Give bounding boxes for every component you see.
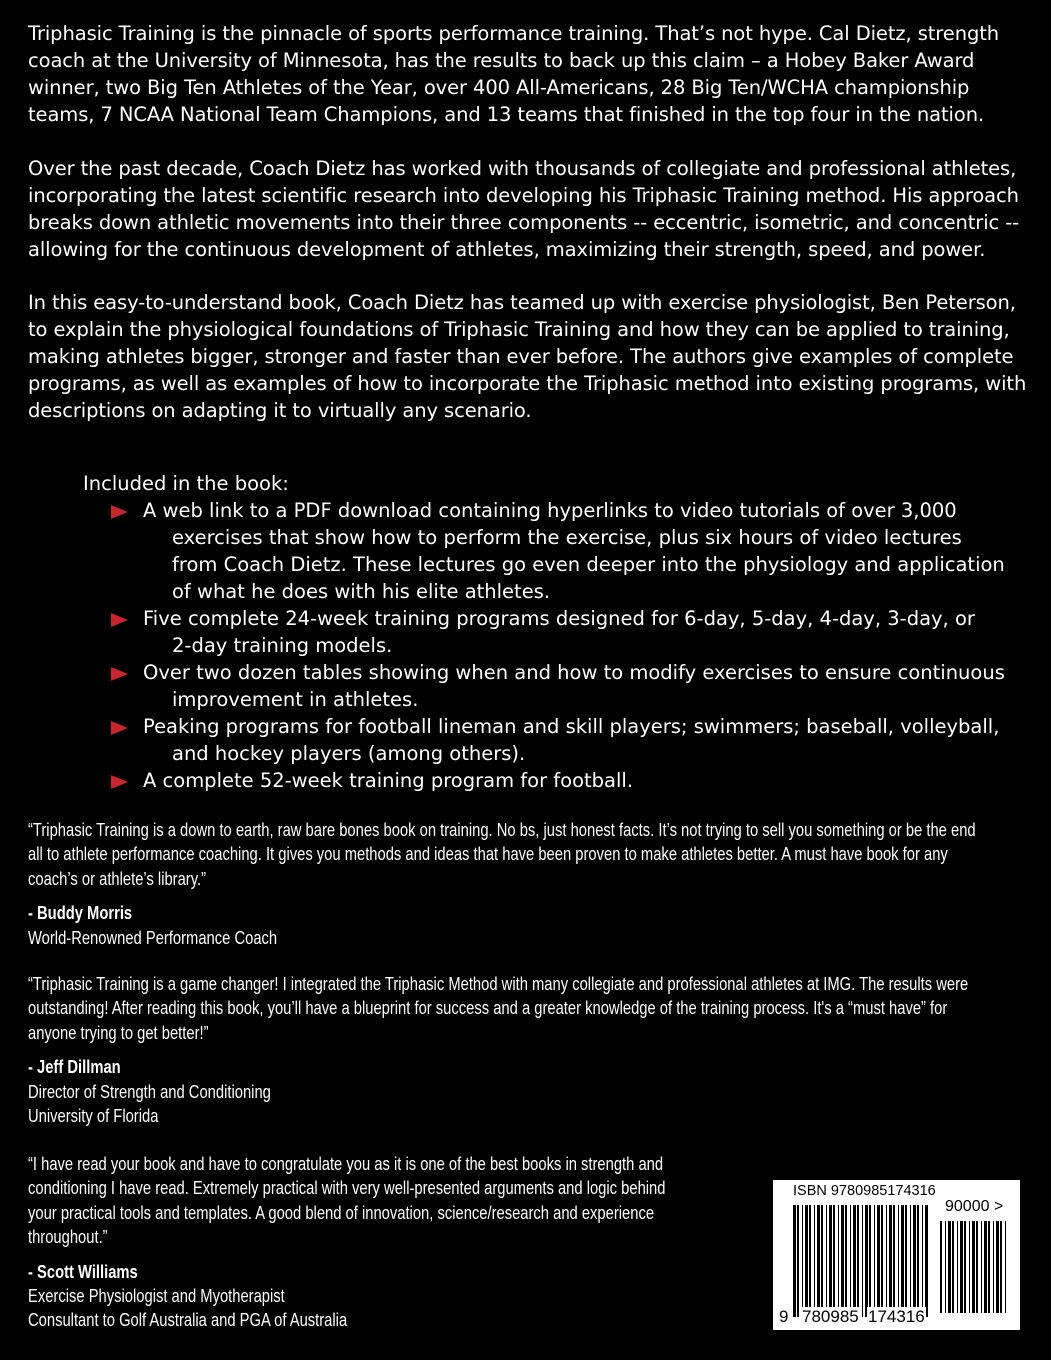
text-line: making athletes bigger, stronger and faster than ever before. The authors give examples of complete <box>28 345 1014 368</box>
barcode-bar <box>889 1205 892 1317</box>
text-line: 2-day training models. <box>172 634 393 657</box>
quote-line: conditioning I have read. Extremely practical with very well-presented arguments and logic behind <box>28 1178 666 1199</box>
barcode-bar <box>821 1205 823 1317</box>
quote-line: “I have read your book and have to congratulate you as it is one of the best books in strength and <box>28 1154 664 1174</box>
text-line: of what he does with his elite athletes. <box>172 580 551 603</box>
list-item <box>83 605 1005 659</box>
quote-line: outstanding! After reading this book, you’ll have a blueprint for success and a greater knowledge of the training process. It's a “must have” for <box>28 998 948 1019</box>
barcode-bar <box>845 1205 847 1317</box>
barcode-bar <box>802 1205 803 1317</box>
author-title: Director of Strength and Conditioning <box>28 1081 271 1102</box>
barcode-bar <box>833 1205 835 1317</box>
barcode-bar <box>945 1221 946 1313</box>
isbn-label: ISBN 9780985174316 <box>793 1183 936 1199</box>
barcode-bar <box>809 1205 811 1317</box>
text-line: A complete 52-week training program for football. <box>143 769 634 792</box>
text-line: coach at the University of Minnesota, has the results to back up this claim – a Hobey Baker Award <box>28 49 975 72</box>
barcode-bar <box>905 1205 907 1317</box>
barcode-bar <box>841 1205 844 1317</box>
barcode-bar <box>1005 1221 1006 1313</box>
text-line: In this easy-to-understand book, Coach Dietz has teamed up with exercise physiologist, Ben Peterson, <box>28 291 1016 314</box>
description-paragraph <box>28 155 1019 263</box>
author-title: Exercise Physiologist and Myotherapist <box>28 1286 285 1307</box>
barcode-bar <box>917 1205 919 1317</box>
barcode-bar <box>862 1205 863 1317</box>
barcode-bar <box>814 1205 815 1317</box>
barcode-bar <box>857 1205 859 1317</box>
text-line: improvement in athletes. <box>172 688 419 711</box>
barcode-bar <box>853 1205 856 1317</box>
barcode-digits-left: 780985 <box>802 1307 859 1326</box>
barcode-bar <box>925 1205 928 1317</box>
barcode-bar <box>829 1205 832 1317</box>
list-item <box>83 497 1005 605</box>
isbn-barcode <box>773 1180 1020 1330</box>
barcode-bar <box>865 1205 868 1317</box>
barcode-bar <box>993 1221 994 1313</box>
list-item <box>83 767 1005 794</box>
barcode-bar <box>793 1205 796 1317</box>
included-heading: Included in the book: <box>83 472 289 495</box>
barcode-bar <box>913 1205 916 1317</box>
text-line: Peaking programs for football lineman and skill players; swimmers; baseball, volleyball, <box>143 715 1000 738</box>
text-line: teams, 7 NCAA National Team Champions, and 13 teams that finished in the top four in the nation. <box>28 103 985 126</box>
list-item <box>83 713 1005 767</box>
quote-line: throughout.” <box>28 1227 108 1248</box>
testimonial-author: - Jeff Dillman <box>28 1057 121 1078</box>
quote-line: all to athlete performance coaching. It gives you methods and ideas that have been proven to make athletes better. A must have book for any <box>28 844 948 865</box>
quote-line: “Triphasic Training is a game changer! I integrated the Triphasic Method with many collegiate and professional athletes at IMG. The results were <box>28 974 969 994</box>
text-line: Five complete 24-week training programs designed for 6-day, 5-day, 4-day, 3-day, or <box>143 607 975 630</box>
list-item <box>83 659 1005 713</box>
barcode-bar <box>901 1205 904 1317</box>
author-title: University of Florida <box>28 1106 159 1127</box>
barcode-bar <box>850 1205 851 1317</box>
author-title: Consultant to Golf Australia and PGA of Australia <box>28 1310 348 1331</box>
quote-line: coach’s or athlete’s library.” <box>28 868 207 889</box>
bullet-arrow-icon <box>111 505 128 519</box>
text-line: to explain the physiological foundations of Triphasic Training and how they can be applied to training, <box>28 318 1010 341</box>
barcode-bar <box>960 1221 963 1313</box>
barcode-bar <box>981 1221 982 1313</box>
barcode-bar <box>969 1221 970 1313</box>
barcode-bar <box>984 1221 987 1313</box>
testimonial-author: - Scott Williams <box>28 1261 138 1282</box>
barcode-bar <box>881 1205 883 1317</box>
description-paragraph <box>28 20 999 128</box>
bullet-arrow-icon <box>111 775 128 789</box>
description-paragraph <box>28 289 1026 424</box>
quote-line: your practical tools and templates. A good blend of innovation, science/research and experience <box>28 1202 655 1223</box>
barcode-bar <box>877 1205 880 1317</box>
barcode-bar <box>869 1205 871 1317</box>
text-line: breaks down athletic movements into their three components -- eccentric, isometric, and concentric -- <box>28 211 1020 234</box>
barcode-bar <box>957 1221 958 1313</box>
text-line: Over two dozen tables showing when and how to modify exercises to ensure continuous <box>143 661 1005 684</box>
text-line: winner, two Big Ten Athletes of the Year, over 400 All-Americans, 28 Big Ten/WCHA championship <box>28 76 970 99</box>
barcode-bar <box>922 1205 923 1317</box>
text-line: allowing for the continuous development of athletes, maximizing their strength, speed, and power. <box>28 238 986 261</box>
barcode-bar <box>893 1205 895 1317</box>
barcode-bar <box>988 1221 990 1313</box>
barcode-digits-right: 174316 <box>868 1307 925 1326</box>
author-title: World-Renowned Performance Coach <box>28 927 278 948</box>
text-line: exercises that show how to perform the exercise, plus six hours of video lectures <box>172 526 962 549</box>
barcode-bar <box>948 1221 951 1313</box>
text-line: incorporating the latest scientific research into developing his Triphasic Training method. His approach <box>28 184 1019 207</box>
text-line: Triphasic Training is the pinnacle of sports performance training. That’s not hype. Cal Dietz, strength <box>28 22 1000 45</box>
barcode-bar <box>838 1205 839 1317</box>
text-line: programs, as well as examples of how to incorporate the Triphasic method into existing programs, with <box>28 372 1027 395</box>
barcode-bar <box>976 1221 978 1313</box>
testimonial <box>28 972 968 1128</box>
testimonial <box>28 1152 665 1333</box>
quote-line: anyone trying to get better!” <box>28 1022 209 1043</box>
bullet-arrow-icon <box>111 667 128 681</box>
barcode-bar <box>826 1205 827 1317</box>
quote-line: “Triphasic Training is a down to earth, raw bare bones book on training. No bs, just honest facts. It’s not trying to sell you something or be the end <box>28 820 976 840</box>
bullet-arrow-icon <box>111 613 128 627</box>
price-code: 90000 > <box>945 1198 1004 1215</box>
barcode-digit-first: 9 <box>779 1307 789 1326</box>
bullet-arrow-icon <box>111 721 128 735</box>
text-line: and hockey players (among others). <box>172 742 526 765</box>
testimonial <box>28 818 976 950</box>
text-line: A web link to a PDF download containing hyperlinks to video tutorials of over 3,000 <box>143 499 957 522</box>
barcode-bar <box>940 1221 942 1313</box>
barcode-bar <box>805 1205 808 1317</box>
barcode-bar <box>1000 1221 1002 1313</box>
text-line: Over the past decade, Coach Dietz has worked with thousands of collegiate and professional athletes, <box>28 157 1017 180</box>
barcode-bar <box>964 1221 966 1313</box>
barcode-bar <box>996 1221 999 1313</box>
barcode-bar <box>972 1221 975 1313</box>
included-list <box>83 470 1005 794</box>
barcode-bar <box>797 1205 799 1317</box>
barcode-bar <box>874 1205 875 1317</box>
barcode-bar <box>952 1221 954 1313</box>
text-line: from Coach Dietz. These lectures go even deeper into the physiology and application <box>172 553 1005 576</box>
text-line: descriptions on adapting it to virtually any scenario. <box>28 399 532 422</box>
testimonial-author: - Buddy Morris <box>28 903 133 924</box>
barcode-bar <box>817 1205 820 1317</box>
barcode-bar <box>910 1205 911 1317</box>
barcode-bar <box>886 1205 887 1317</box>
barcode-bar <box>898 1205 899 1317</box>
